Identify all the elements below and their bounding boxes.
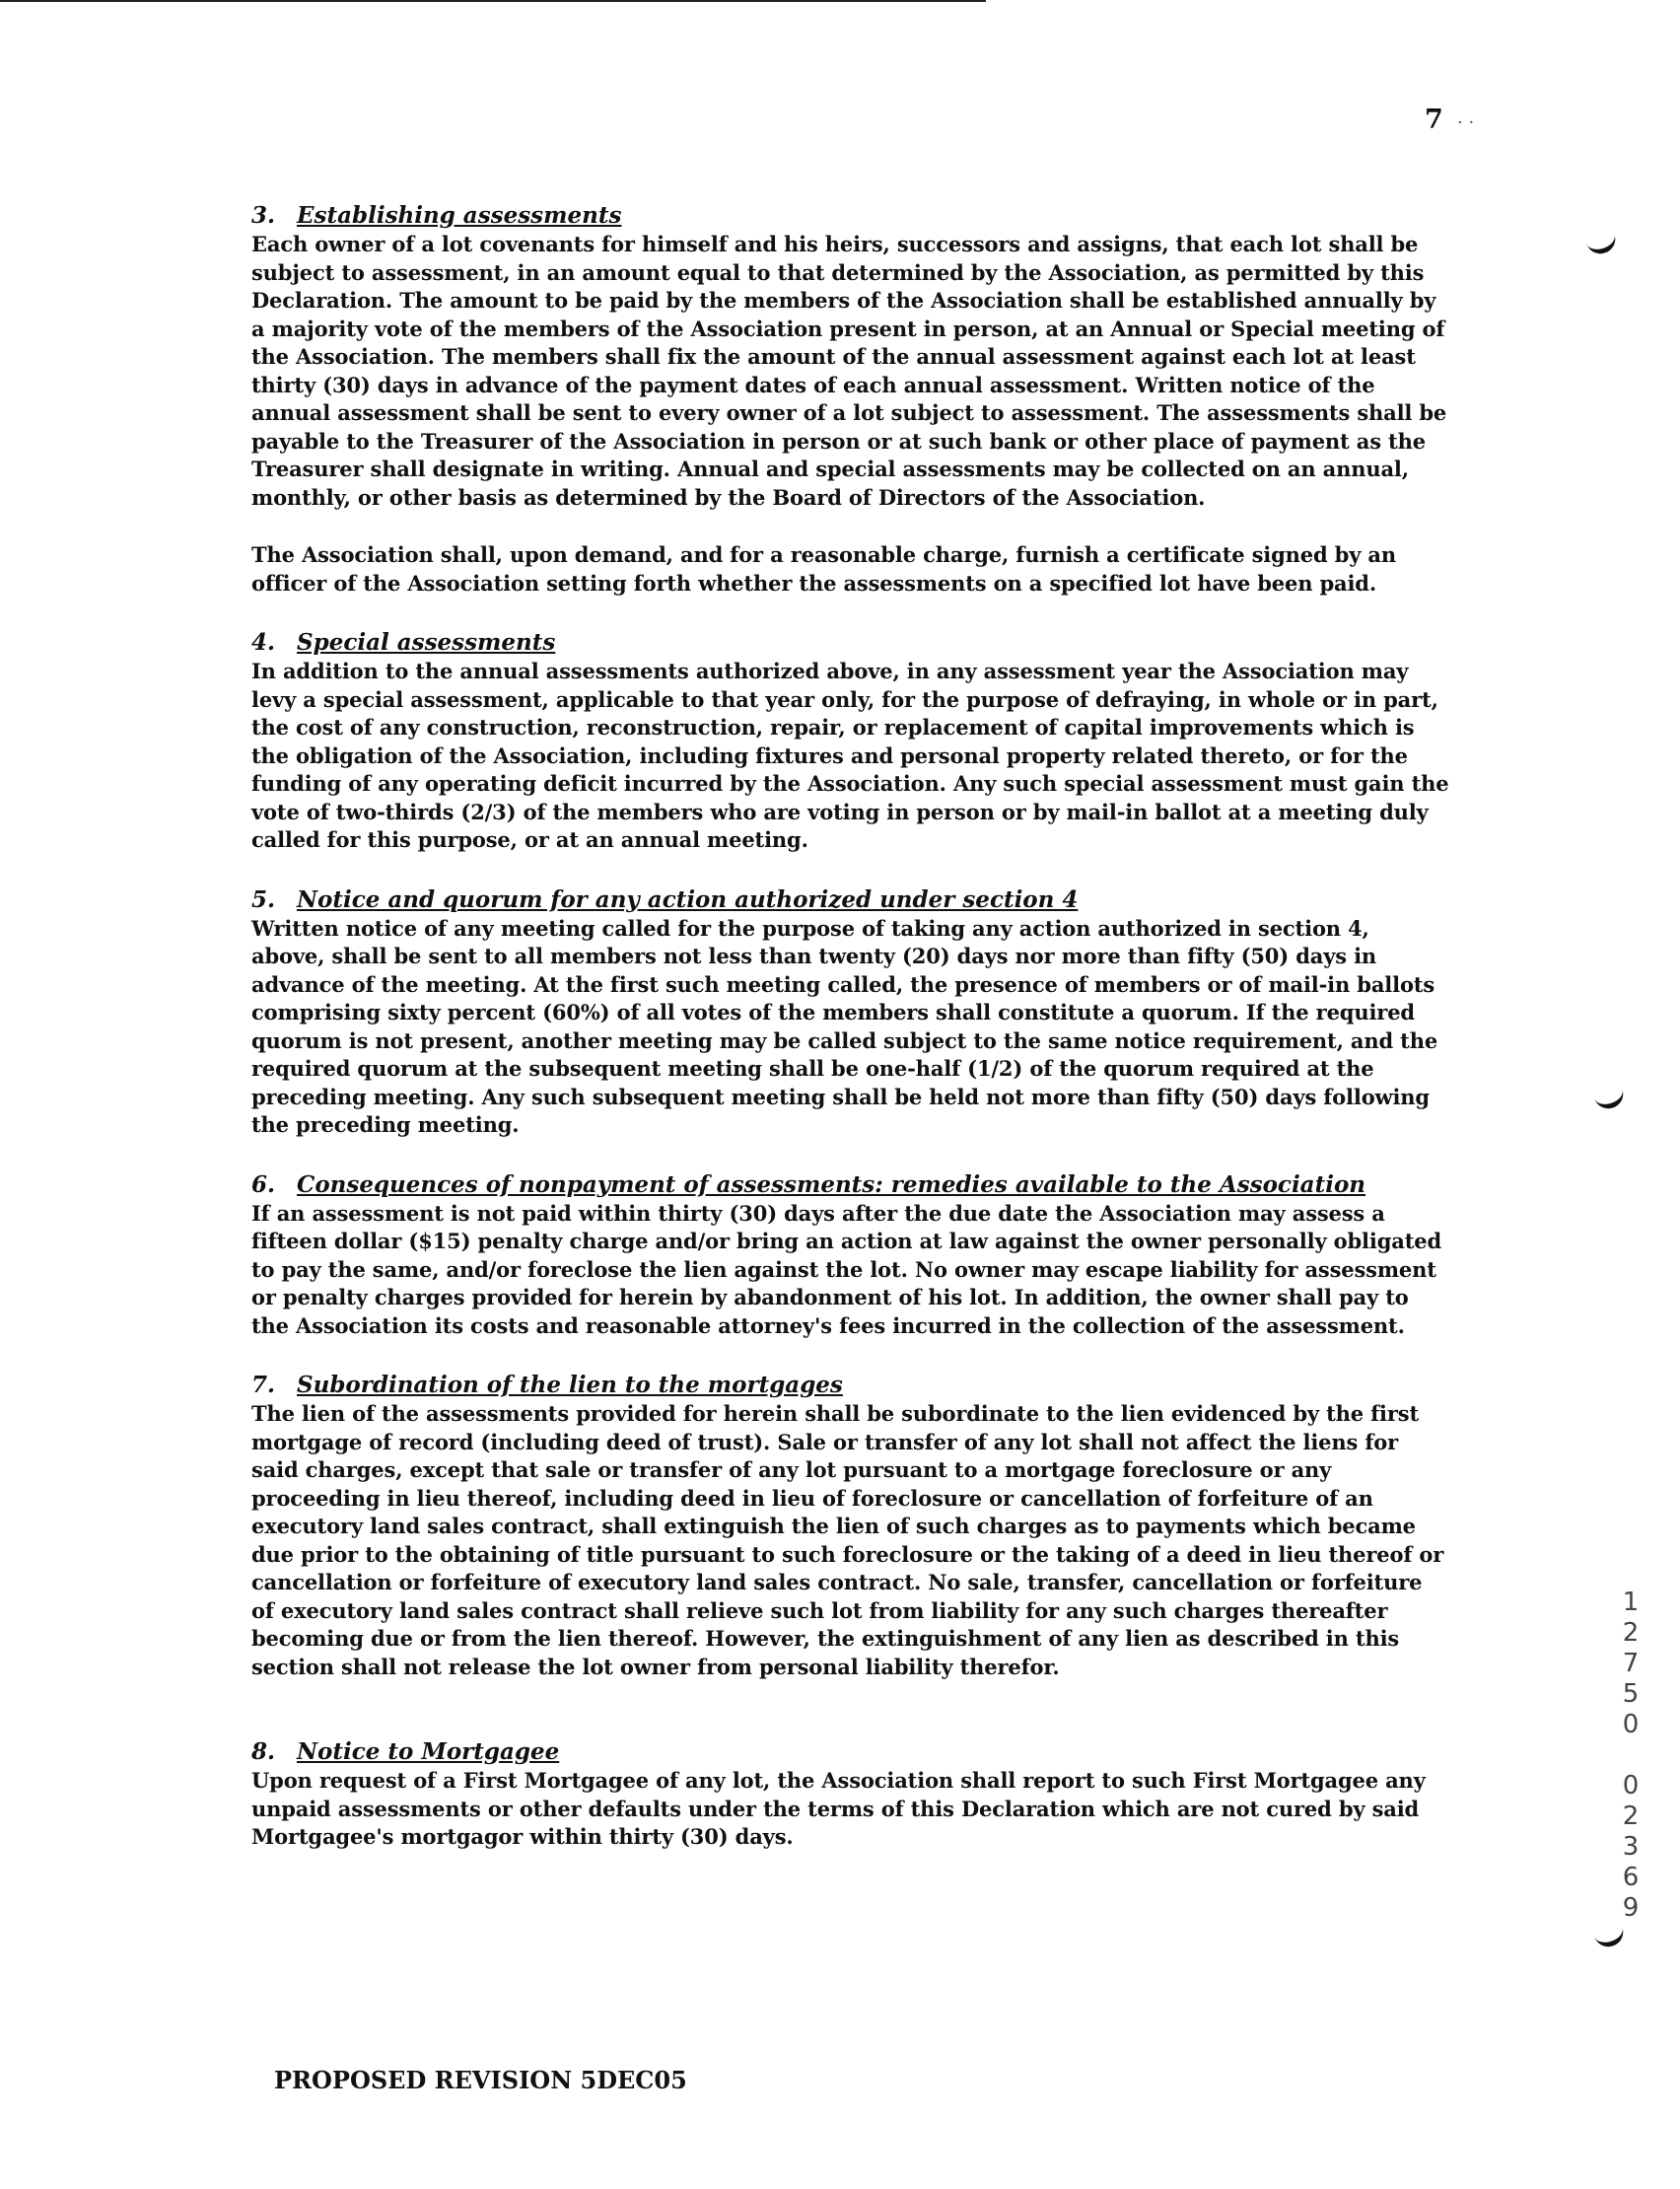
section-heading	[251, 629, 1449, 656]
section-5	[251, 886, 1449, 1140]
footer-revision: PROPOSED REVISION 5DEC05	[274, 2066, 687, 2094]
section-4	[251, 629, 1449, 855]
section-number: 4.	[251, 629, 276, 656]
section-title: Special assessments	[297, 629, 556, 656]
section-number: 5.	[251, 885, 276, 913]
section-heading	[251, 886, 1449, 913]
section-heading	[251, 202, 1449, 229]
section-paragraph: In addition to the annual assessments authorized above, in any assessment year the Association may levy a special assessment, applicable to that year only, for the purpose of defraying, in whole or in part, the cost of any construction, reconstruction, repair, or replacement of capital improvements which is the obligation of the Association, including fixtures and personal property related thereto, or for the funding of any operating deficit incurred by the Association. Any such special assessment must gain the vote of two-thirds (2/3) of the members who are voting in person or by mail-in ballot at a meeting duly called for this purpose, or at an annual meeting.	[251, 659, 1449, 852]
section-paragraph: The lien of the assessments provided for herein shall be subordinate to the lien evidenced by the first mortgage of record (including deed of trust). Sale or transfer of any lot shall not affect the liens for said charges, except that sale or transfer of any lot pursuant to a mortgage foreclosure or any proceeding in lieu thereof, including deed in lieu of foreclosure or cancellation of forfeiture of an executory land sales contract, shall extinguish the lien of such charges as to payments which became due prior to the obtaining of title pursuant to such foreclosure or the taking of a deed in lieu thereof or cancellation or forfeiture of executory land sales contract. No sale, transfer, cancellation or forfeiture of executory land sales contract shall relieve such lot from liability for any such charges thereafter becoming due or from the lien thereof. However, the extinguishment of any lien as described in this section shall not release the lot owner from personal liability therefor.	[251, 1401, 1444, 1679]
section-title: Subordination of the lien to the mortgages	[297, 1372, 843, 1398]
scan-mark: · ·	[1457, 112, 1475, 133]
document-body	[251, 202, 1449, 1852]
section-number: 3.	[251, 202, 276, 229]
section-title: Establishing assessments	[297, 202, 622, 229]
section-8	[251, 1738, 1449, 1852]
section-number: 7.	[251, 1372, 276, 1398]
scan-mark	[1585, 231, 1619, 257]
scan-mark	[1593, 1924, 1627, 1950]
section-paragraph: The Association shall, upon demand, and for a reasonable charge, furnish a certificate signed by an officer of the Association setting forth whether the assessments on a specified lot have been paid.	[251, 542, 1396, 596]
section-paragraph: Each owner of a lot covenants for himself and his heirs, successors and assigns, that each lot shall be subject to assessment, in an amount equal to that determined by the Association, as permitted by this Declaration. The amount to be paid by the members of the Association shall be established annually by a majority vote of the members of the Association present in person, at an Annual or Special meeting of the Association. The members shall fix the amount of the annual assessment against each lot at least thirty (30) days in advance of the payment dates of each annual assessment. Written notice of the annual assessment shall be sent to every owner of a lot subject to assessment. The assessments shall be payable to the Treasurer of the Association in person or at such bank or other place of payment as the Treasurer shall designate in writing. Annual and special assessments may be collected on an annual, monthly, or other basis as determined by the Board of Directors of the Association.	[251, 232, 1447, 510]
section-heading	[251, 1372, 1449, 1398]
section-heading	[251, 1738, 1449, 1765]
section-paragraph: If an assessment is not paid within thirty (30) days after the due date the Association may assess a fifteen dollar ($15) penalty charge and/or bring an action at law against the owner personally obligated to pay the same, and/or foreclose the lien against the lot. No owner may escape liability for assessment or penalty charges provided for herein by abandonment of his lot. In addition, the owner shall pay to the Association its costs and reasonable attorney's fees incurred in the collection of the assessment.	[251, 1200, 1441, 1338]
side-record-number	[1616, 1588, 1645, 1924]
section-title: Notice and quorum for any action authorized under section 4	[297, 885, 1079, 913]
section-paragraph: Upon request of a First Mortgagee of any lot, the Association shall report to such First Mortgagee any unpaid assessments or other defaults under the terms of this Declaration which are not cured by said Mortgagee's mortgagor within thirty (30) days.	[251, 1768, 1426, 1849]
section-heading	[251, 1171, 1449, 1198]
page-number: 7	[1425, 105, 1443, 135]
section-6	[251, 1171, 1449, 1341]
top-rule	[0, 0, 986, 2]
scan-mark	[1593, 1086, 1627, 1112]
section-title: Consequences of nonpayment of assessments: remedies available to the Association	[297, 1170, 1366, 1198]
section-3	[251, 202, 1449, 598]
side-record-text: 12750 02369	[1616, 1588, 1645, 1924]
section-number: 8.	[251, 1738, 276, 1765]
section-paragraph: Written notice of any meeting called for the purpose of taking any action authorized in section 4, above, shall be sent to all members not less than twenty (20) days nor more than fifty (50) days in advance of the meeting. At the first such meeting called, the presence of members or of mail-in ballots comprising sixty percent (60%) of all votes of the members shall constitute a quorum. If the required quorum is not present, another meeting may be called subject to the same notice requirement, and the required quorum at the subsequent meeting shall be one-half (1/2) of the quorum required at the preceding meeting. Any such subsequent meeting shall be held not more than fifty (50) days following the preceding meeting.	[251, 915, 1438, 1137]
section-title: Notice to Mortgagee	[297, 1738, 560, 1765]
section-7	[251, 1372, 1449, 1681]
section-number: 6.	[251, 1170, 276, 1198]
